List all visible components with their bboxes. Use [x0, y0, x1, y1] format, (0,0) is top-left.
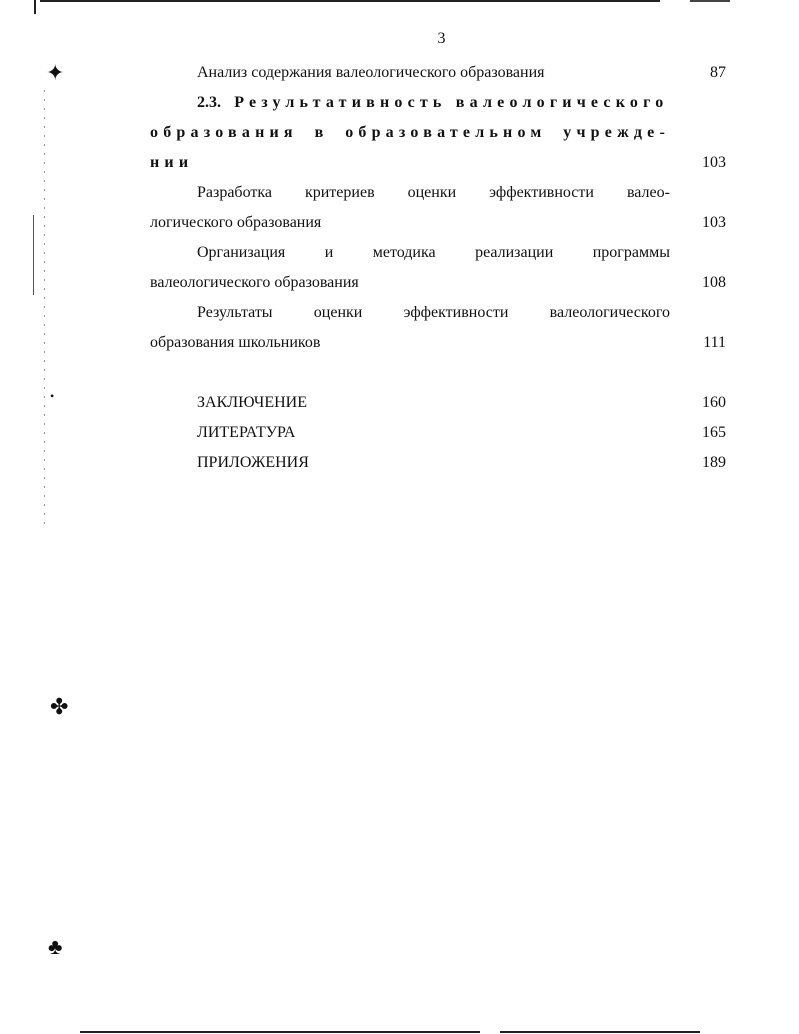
- toc-entry: [150, 238, 726, 298]
- scan-margin-line: [33, 215, 34, 295]
- toc-entry-title-line1: Организация и методика реализации программы: [197, 244, 670, 261]
- table-of-contents: [150, 58, 726, 478]
- toc-page-number: 189: [702, 454, 726, 471]
- toc-entry-title-line1: Разработка критериев оценки эффективности валео-: [197, 184, 670, 201]
- scan-blot: ♣: [48, 934, 63, 959]
- toc-entry-title-line2: логического образования: [150, 214, 322, 231]
- section-title-line1: Результативность валеологического: [234, 94, 669, 111]
- toc-page-number: 87: [710, 64, 726, 81]
- section-title-line3: нии: [150, 154, 194, 171]
- toc-section-heading: [150, 88, 726, 178]
- toc-entry-title: ПРИЛОЖЕНИЯ: [197, 454, 309, 471]
- toc-page-number: 103: [702, 214, 726, 231]
- scan-edge-left-tick: [34, 0, 36, 14]
- toc-page-number: 160: [702, 394, 726, 411]
- scan-blot: ✤: [50, 694, 69, 719]
- section-number: 2.3.: [197, 94, 221, 111]
- toc-entry: [150, 178, 726, 238]
- toc-entry-conclusion: [150, 388, 726, 418]
- toc-page-number: 108: [702, 274, 726, 291]
- toc-entry-title: Анализ содержания валеологического образования: [197, 64, 545, 81]
- toc-entry-literature: [150, 418, 726, 448]
- toc-entry-appendices: [150, 448, 726, 478]
- toc-page-number: 165: [702, 424, 726, 441]
- toc-entry: [150, 298, 726, 358]
- toc-entry-title: ЗАКЛЮЧЕНИЕ: [197, 394, 307, 411]
- toc-page-number: 103: [702, 154, 726, 171]
- toc-entry-title: ЛИТЕРАТУРА: [197, 424, 296, 441]
- scan-edge-top-right: [690, 0, 730, 2]
- section-title-line2: образования в образовательном учрежде-: [150, 124, 670, 141]
- scan-blot: ✦: [46, 60, 65, 85]
- page-number: 3: [437, 30, 446, 47]
- scan-margin-dots: [44, 90, 45, 530]
- scan-edge-bottom-right: [500, 1031, 700, 1033]
- toc-page-number: 111: [703, 334, 726, 351]
- scan-edge-top: [40, 0, 660, 2]
- toc-entry-title-line2: валеологического образования: [150, 274, 359, 291]
- toc-entry: [150, 58, 726, 88]
- scan-blot: •: [50, 389, 55, 403]
- toc-entry-title-line1: Результаты оценки эффективности валеологического: [197, 304, 670, 321]
- scan-edge-bottom: [80, 1031, 480, 1033]
- toc-entry-title-line2: образования школьников: [150, 334, 321, 351]
